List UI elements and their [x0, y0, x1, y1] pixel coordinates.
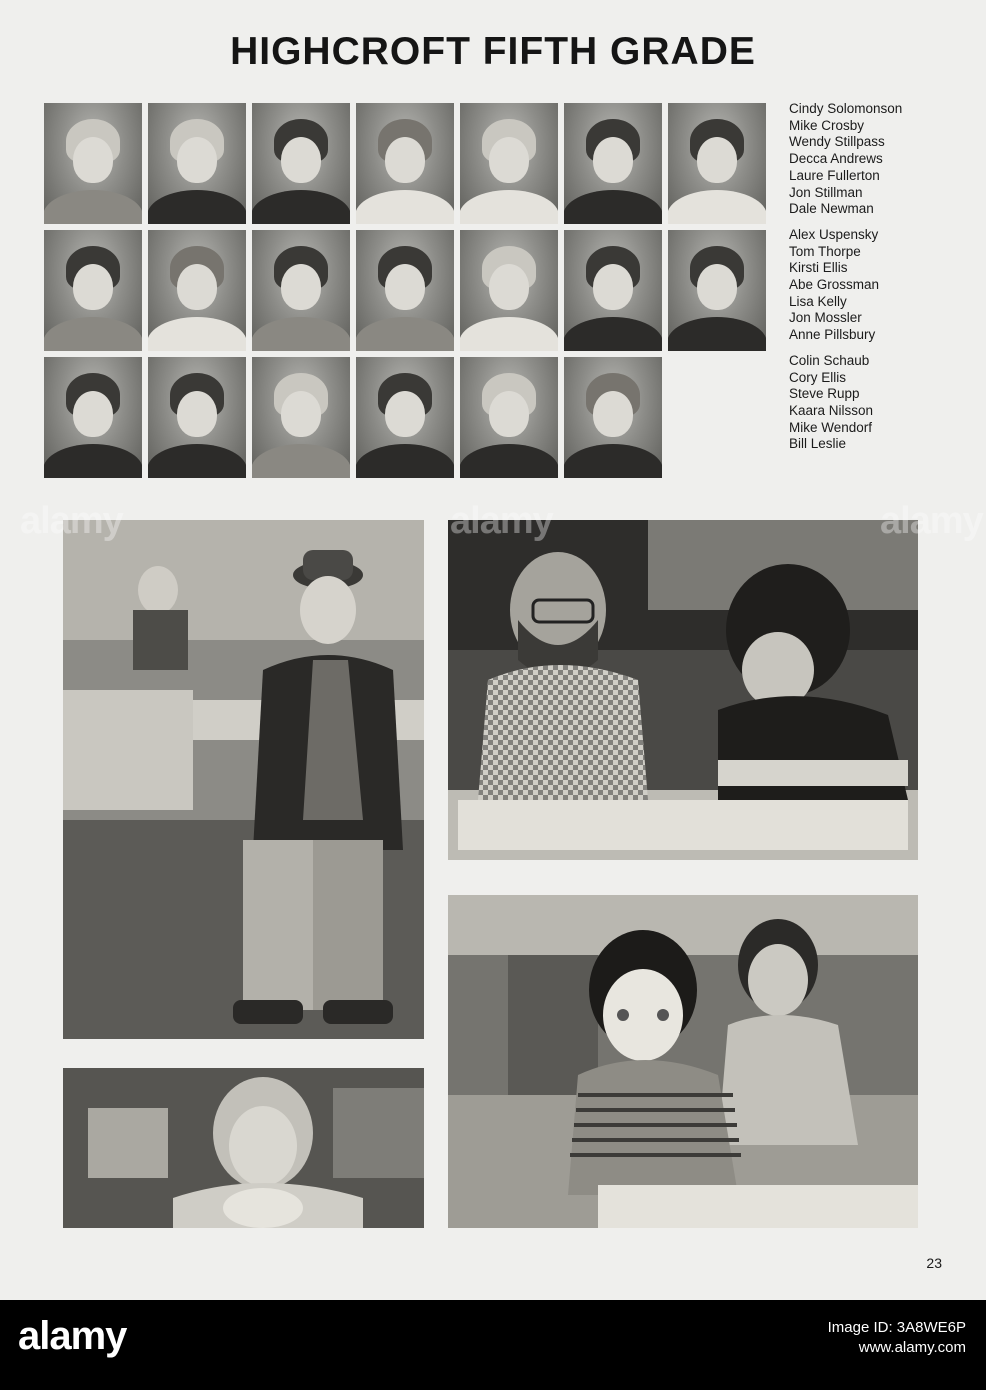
portrait-abe-grossman [356, 230, 454, 351]
portrait-mike-wendorf [460, 357, 558, 478]
portrait-jon-stillman [564, 103, 662, 224]
photo-clown-costume-boy [63, 520, 424, 1039]
portrait-grid [44, 103, 766, 478]
roster-name: Laure Fullerton [789, 167, 880, 183]
roster-name: Decca Andrews [789, 151, 883, 167]
roster-name: Mike Wendorf [789, 419, 873, 435]
roster-name: Dale Newman [789, 201, 874, 217]
roster-name: Cory Ellis [789, 369, 847, 385]
roster-name: Lisa Kelly [789, 293, 847, 309]
photo-painted-face-girls [448, 895, 918, 1228]
portrait-bill-leslie [564, 357, 662, 478]
photo-painted-face-girls-art [448, 895, 918, 1228]
watermark-alamy: alamy [450, 500, 553, 542]
photo-teacher-helping-student-art [448, 520, 918, 860]
roster-name: Anne Pillsbury [789, 327, 876, 343]
roster-name: Bill Leslie [789, 436, 847, 452]
portrait-jon-mossler [564, 230, 662, 351]
roster-name: Kirsti Ellis [789, 260, 848, 276]
watermark-alamy: alamy [880, 500, 983, 542]
roster-name: Steve Rupp [789, 386, 860, 402]
roster-name: Abe Grossman [789, 277, 880, 293]
roster-name: Tom Thorpe [789, 243, 861, 259]
roster-row-1 [789, 101, 902, 218]
portrait-tom-thorpe [148, 230, 246, 351]
roster-name: Alex Uspensky [789, 226, 879, 242]
roster-name: Cindy Solomonson [789, 101, 903, 116]
portrait-empty-slot [668, 357, 766, 478]
image-id-block [828, 1318, 966, 1358]
alamy-logo[interactable]: alamy [18, 1314, 127, 1358]
portrait-colin-schaub [44, 357, 142, 478]
portrait-kirsti-ellis [252, 230, 350, 351]
roster-name: Wendy Stillpass [789, 134, 885, 150]
portrait-steve-rupp [252, 357, 350, 478]
portrait-decca-andrews [356, 103, 454, 224]
stock-footer-bar [0, 1300, 986, 1390]
roster-name: Colin Schaub [789, 352, 870, 368]
page-title: HIGHCROFT FIFTH GRADE [230, 30, 756, 73]
roster-name: Mike Crosby [789, 117, 865, 133]
watermark-alamy: alamy [20, 500, 123, 542]
portrait-cory-ellis [148, 357, 246, 478]
portrait-anne-pillsbury [668, 230, 766, 351]
roster-row-3 [789, 353, 902, 453]
portrait-dale-newman [668, 103, 766, 224]
photo-girl-at-table [63, 1068, 424, 1228]
name-roster [789, 101, 902, 462]
roster-name: Kaara Nilsson [789, 402, 874, 418]
photo-girl-at-table-art [63, 1068, 424, 1228]
portrait-laure-fullerton [460, 103, 558, 224]
roster-name: Jon Mossler [789, 310, 862, 326]
portrait-mike-crosby [148, 103, 246, 224]
photo-teacher-helping-student [448, 520, 918, 860]
portrait-cindy-solomonson [44, 103, 142, 224]
portrait-kaara-nilsson [356, 357, 454, 478]
page-number: 23 [926, 1255, 942, 1271]
portrait-wendy-stillpass [252, 103, 350, 224]
roster-row-2 [789, 227, 902, 344]
portrait-lisa-kelly [460, 230, 558, 351]
site-url[interactable]: www.alamy.com [858, 1339, 966, 1356]
image-id: Image ID: 3A8WE6P [827, 1319, 966, 1336]
photo-clown-costume-boy-art [63, 520, 424, 1039]
portrait-alex-uspensky [44, 230, 142, 351]
roster-name: Jon Stillman [789, 184, 863, 200]
